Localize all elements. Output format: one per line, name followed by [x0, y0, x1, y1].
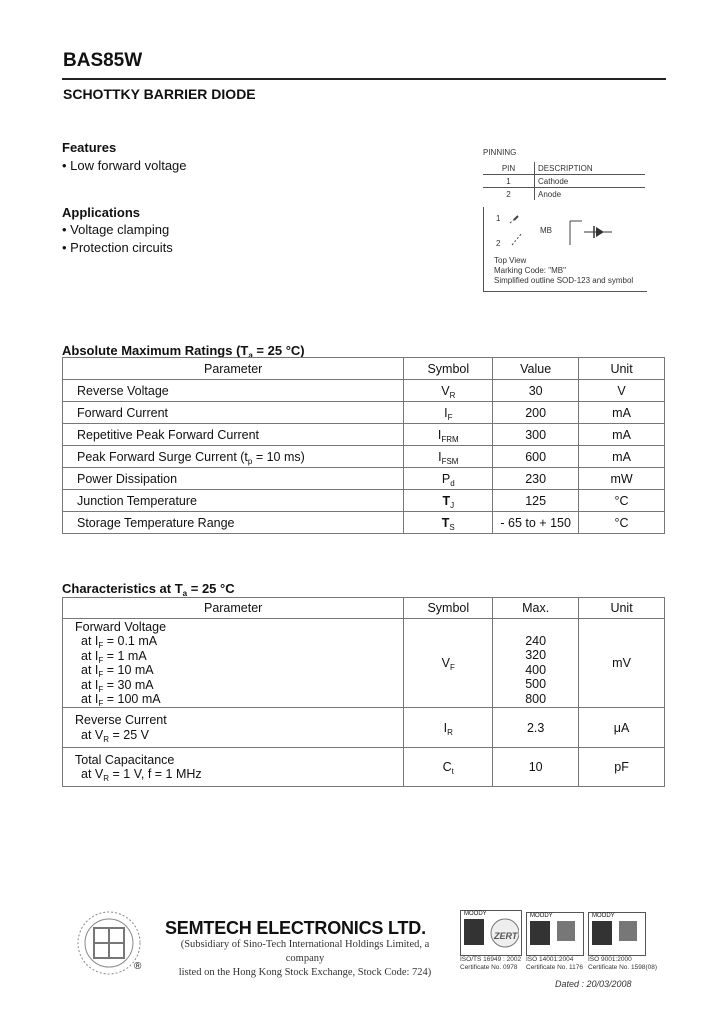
cond-text: at V	[81, 727, 104, 742]
diagram-pin1-label: 1	[496, 214, 501, 223]
feature-item: • Low forward voltage	[62, 158, 187, 173]
cond-text: = 100 mA	[103, 692, 161, 706]
unit-cell: mA	[579, 402, 665, 424]
param-label: Forward Voltage	[75, 619, 167, 634]
symbol: P	[441, 471, 451, 486]
characteristics-table	[62, 597, 665, 787]
symbol-sub: R	[449, 390, 456, 400]
column-header: Symbol	[404, 598, 493, 619]
application-item: • Protection circuits	[62, 239, 173, 255]
value-cell: 230	[493, 468, 579, 490]
cond-text: at I	[81, 677, 99, 692]
symbol: I	[444, 405, 448, 420]
features-heading: Features	[62, 140, 117, 155]
value-line: 240	[525, 633, 547, 648]
param-cell: Forward Current	[63, 402, 404, 424]
symbol: T	[441, 515, 450, 530]
param-label: Total Capacitance	[75, 752, 175, 767]
symbol-sub: R	[447, 727, 453, 737]
table-header-row	[63, 358, 665, 380]
symbol-cell	[404, 424, 493, 446]
param-cell	[63, 446, 404, 468]
symbol-sub: F	[447, 412, 453, 422]
subtitle: SCHOTTKY BARRIER DIODE	[63, 86, 256, 102]
company-subtitle	[170, 938, 440, 980]
symbol: I	[438, 449, 442, 464]
symbol-sub: FSM	[441, 456, 459, 466]
symbol-cell	[404, 748, 493, 787]
cond-text: = 25 V	[109, 727, 149, 742]
header-rule	[62, 78, 666, 80]
param-sub: p	[247, 456, 253, 466]
note-line: Simplified outline SOD-123 and symbol	[494, 276, 634, 285]
symbol: I	[443, 720, 448, 735]
applications-list	[62, 223, 173, 255]
symbol-cell	[404, 619, 493, 708]
pin-description: Anode	[538, 189, 562, 199]
column-header: Max.	[493, 598, 579, 619]
value-cell: 10	[493, 748, 579, 787]
cert-badge-3	[588, 912, 646, 956]
symbol: I	[437, 427, 442, 442]
cond-sub: F	[98, 641, 104, 650]
cond-text: at I	[81, 663, 99, 677]
cert-mark-icon	[589, 919, 643, 953]
package-diagram-icon	[484, 207, 647, 261]
subtitle-line: (Subsidiary of Sino-Tech International Holdings Limited, a company	[180, 939, 430, 964]
cert-line: Certificate No. 0978	[460, 964, 518, 971]
pinning-table	[483, 162, 645, 200]
unit-cell: mA	[579, 424, 665, 446]
marking-label: MB	[540, 226, 552, 235]
value-line: 800	[525, 691, 547, 706]
cert-brand: MOODY	[530, 913, 553, 919]
cert-line: ISO 9001:2000	[588, 956, 632, 963]
param-text: Peak Forward Surge Current (t	[77, 449, 248, 464]
chars-title	[62, 581, 235, 596]
symbol-cell	[404, 512, 493, 534]
symbol-sub: S	[449, 522, 455, 532]
param-cell: Storage Temperature Range	[63, 512, 404, 534]
param-cell	[63, 748, 404, 787]
cond-text: at I	[81, 634, 99, 648]
symbol: V	[441, 656, 450, 670]
unit-cell: pF	[579, 748, 665, 787]
cond-text: at I	[81, 692, 99, 706]
param-label: Reverse Current	[75, 713, 167, 727]
symbol: V	[441, 383, 450, 398]
value-cell: 2.3	[493, 708, 579, 748]
value-cell: 600	[493, 446, 579, 468]
value-line: 320	[525, 648, 547, 663]
cert-line: ISO 14001:2004	[526, 956, 574, 963]
unit-cell: V	[579, 380, 665, 402]
title-text: = 25 °C)	[252, 343, 305, 358]
title-text: Characteristics at T	[62, 581, 183, 596]
pinning-notes	[494, 256, 633, 286]
param-cell: Junction Temperature	[63, 490, 404, 512]
dated: Dated : 20/03/2008	[555, 979, 632, 989]
unit-cell: mA	[579, 446, 665, 468]
table-row	[63, 424, 665, 446]
title-sub: a	[182, 589, 188, 598]
table-row	[63, 402, 665, 424]
table-row	[63, 708, 665, 748]
pin-number: 1	[483, 175, 535, 188]
cond-text: at I	[81, 648, 99, 663]
symbol-sub: d	[450, 478, 455, 488]
abs-max-title	[62, 343, 305, 358]
condition-line	[75, 728, 397, 743]
symbol: T	[442, 493, 451, 508]
description-header: DESCRIPTION	[535, 162, 646, 175]
value-line: 400	[525, 662, 547, 677]
value-cell: 125	[493, 490, 579, 512]
condition-line	[75, 692, 397, 707]
value-cell	[493, 619, 579, 708]
unit-cell: mV	[579, 619, 665, 708]
symbol-cell	[404, 380, 493, 402]
condition-line	[75, 663, 397, 678]
table-row	[63, 446, 665, 468]
cert-line: Certificate No. 1598(08)	[588, 964, 658, 971]
cert-mark-icon	[527, 919, 581, 953]
column-header: Value	[493, 358, 579, 380]
value-cell: 200	[493, 402, 579, 424]
package-diagram-box	[483, 207, 647, 292]
symbol-cell	[404, 446, 493, 468]
registered-mark: ®	[134, 961, 142, 972]
cert-line: Certificate No. 1176	[526, 964, 583, 971]
condition-line	[75, 634, 397, 649]
cond-text: = 0.1 mA	[103, 634, 158, 648]
cond-text: = 1 V, f = 1 MHz	[109, 767, 202, 781]
part-number: BAS85W	[63, 50, 143, 71]
symbol: C	[442, 760, 452, 774]
unit-cell: μA	[579, 708, 665, 748]
cert-zert-label: ZERT	[494, 931, 518, 941]
symbol-sub: FRM	[441, 434, 459, 444]
symbol-sub: t	[451, 767, 454, 776]
applications-heading: Applications	[62, 205, 141, 220]
symbol-cell	[404, 402, 493, 424]
column-header: Parameter	[63, 598, 404, 619]
note-line: Marking Code: "MB"	[494, 266, 566, 275]
symbol-cell	[404, 468, 493, 490]
cond-sub: R	[103, 734, 110, 744]
pin-description: Cathode	[535, 175, 646, 188]
param-cell: Reverse Voltage	[63, 380, 404, 402]
application-item: • Voltage clamping	[62, 222, 170, 237]
condition-line	[75, 649, 397, 664]
condition-line	[75, 767, 397, 782]
cond-sub: F	[98, 655, 104, 665]
param-cell	[63, 708, 404, 748]
pin-header: PIN	[483, 162, 535, 175]
table-row	[63, 512, 665, 534]
cert-brand: MOODY	[464, 911, 487, 917]
diagram-pin2-label: 2	[496, 239, 501, 248]
param-text: = 10 ms)	[252, 449, 305, 464]
cond-sub: R	[103, 774, 110, 783]
pin-number: 2	[483, 188, 535, 201]
condition-line	[75, 678, 397, 693]
table-row	[63, 468, 665, 490]
cert-badge-1	[460, 910, 522, 956]
cert-text-1	[460, 956, 521, 972]
param-cell	[63, 619, 404, 708]
table-row	[483, 162, 645, 175]
value-line: 500	[525, 677, 547, 692]
param-cell: Repetitive Peak Forward Current	[63, 424, 404, 446]
param-cell: Power Dissipation	[63, 468, 404, 490]
value-cell: - 65 to + 150	[493, 512, 579, 534]
symbol-cell	[404, 708, 493, 748]
column-header: Unit	[579, 358, 665, 380]
symbol-sub: J	[450, 500, 455, 510]
symbol-sub: F	[450, 663, 455, 672]
semtech-logo-icon	[76, 910, 142, 976]
cert-brand: MOODY	[592, 913, 615, 919]
subtitle-line: listed on the Hong Kong Stock Exchange, Stock Code: 724)	[178, 967, 432, 978]
column-header: Parameter	[63, 358, 404, 380]
table-row	[63, 748, 665, 787]
pinning-title: PINNING	[483, 148, 517, 157]
cond-sub: F	[98, 670, 104, 679]
symbol-cell	[404, 490, 493, 512]
unit-cell: °C	[579, 490, 665, 512]
table-row	[63, 619, 665, 708]
table-row	[63, 490, 665, 512]
column-header: Symbol	[404, 358, 493, 380]
column-header: Unit	[579, 598, 665, 619]
value-cell: 30	[493, 380, 579, 402]
table-row	[483, 188, 645, 201]
cert-line: ISO/TS 16949 : 2002	[460, 956, 522, 963]
cert-text-2	[526, 956, 583, 972]
cond-sub: F	[98, 699, 104, 708]
cond-text: at V	[81, 767, 104, 781]
company-name: SEMTECH ELECTRONICS LTD.	[165, 918, 426, 938]
cond-text: = 1 mA	[103, 648, 147, 663]
abs-max-table	[62, 357, 665, 534]
unit-cell: °C	[579, 512, 665, 534]
unit-cell: mW	[579, 468, 665, 490]
cond-text: = 30 mA	[103, 677, 154, 692]
title-sub: a	[248, 351, 253, 360]
cond-text: = 10 mA	[103, 663, 154, 677]
table-row	[63, 380, 665, 402]
table-row	[483, 175, 645, 188]
note-line: Top View	[494, 256, 527, 265]
value-cell: 300	[493, 424, 579, 446]
cert-badge-2	[526, 912, 584, 956]
cert-text-3	[588, 956, 657, 972]
cond-sub: F	[98, 684, 104, 694]
title-text: = 25 °C	[187, 581, 235, 596]
table-header-row	[63, 598, 665, 619]
title-text: Absolute Maximum Ratings (T	[62, 343, 249, 358]
